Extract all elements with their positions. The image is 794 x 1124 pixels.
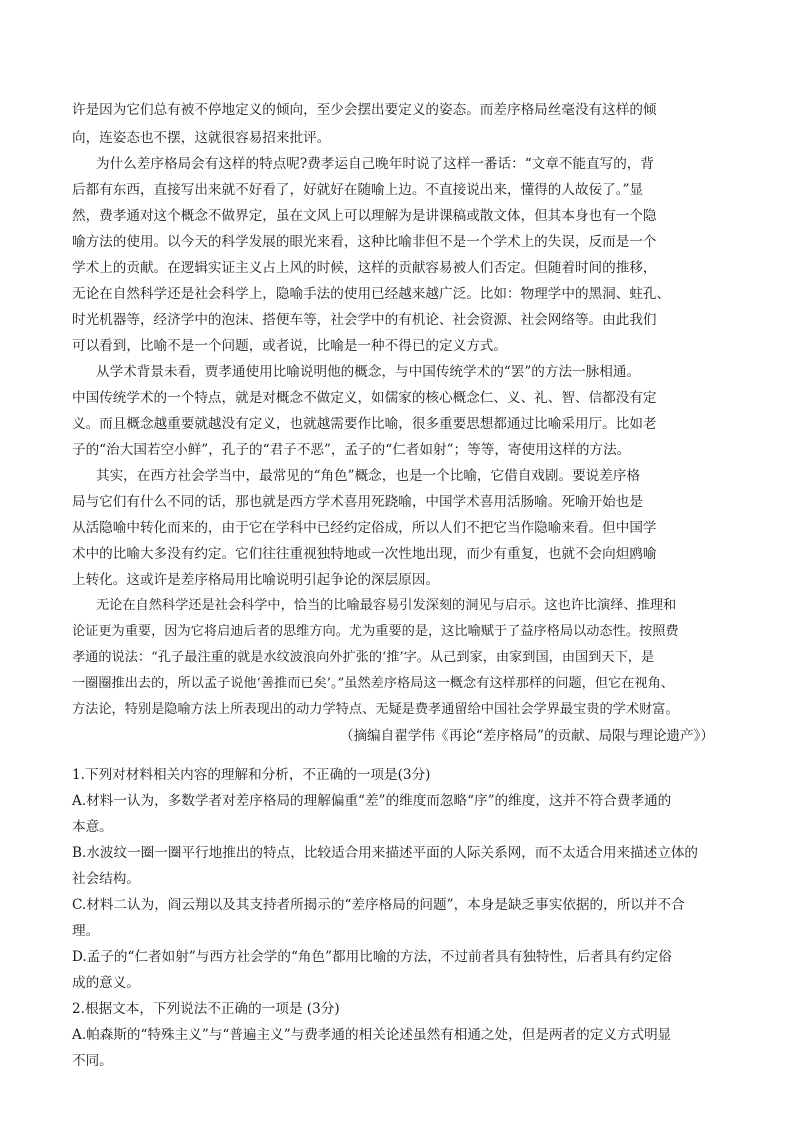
- passage-line: 时光机器等，经济学中的泡沫、搭便车等，社会学中的有机论、社会资源、社会网络等。由此我们: [72, 312, 657, 328]
- passage-line: 然，费孝通对这个概念不做界定，虽在文风上可以理解为是讲课稿或散文体，但其本身也有一个隐: [72, 208, 657, 224]
- option-line: 理。: [72, 923, 100, 939]
- passage-line: 中国传统学术的一个特点，就是对概念不做定义，如儒家的核心概念仁、义、礼、智、信都没有定: [72, 390, 657, 406]
- passage-line: 向，连姿态也不摆，这就很容易招来批评。: [72, 130, 331, 146]
- passage-line: 孝通的说法：“孔子最注重的就是水纹波浪向外扩张的‘推’字。从己到家，由家到国，由国到天下，是: [72, 650, 655, 665]
- option-line: 成的意义。: [72, 975, 140, 991]
- passage-line: 为什么差序格局会有这样的特点呢?费孝运自己晚年时说了这样一番话：“文章不能直写的，背: [96, 156, 654, 172]
- passage-line: 上转化。这或许是差序格局用比喻说明引起争论的深层原因。: [72, 572, 440, 588]
- passage-line: 一圈圈推出去的，所以孟子说他‘善推而已矣’。”虽然差序格局这一概念有这样那样的问题，但它在视角、: [72, 676, 674, 691]
- option-line: B.水波纹一圈一圈平行地推出的特点，比较适合用来描述平面的人际关系网，而不太适合用来描述立体的: [72, 845, 699, 861]
- option-line: 社会结构。: [72, 871, 140, 887]
- passage-line: 可以看到，比喻不是一个问题，或者说，比喻是一种不得已的定义方式。: [72, 338, 507, 354]
- passage-line: 义。而且概念越重要就越没有定义，也就越需要作比喻，很多重要思想都通过比喻采用厅。比如老: [72, 416, 657, 432]
- passage-line: 方法论，特别是隐喻方法上所表现出的动力学特点、无疑是费孝通留给中国社会学界最宝贵的学术财富。: [72, 702, 679, 717]
- option-line: 本意。: [72, 819, 113, 835]
- passage-line: 术中的比喻大多没有约定。它们往往重视独特地或一次性地出现，而少有重复，也就不会向炟鸥喻: [72, 546, 657, 562]
- passage-line: 许是因为它们总有被不停地定义的倾向，至少会摆出要定义的姿态。而差序格局丝毫没有这样的倾: [72, 102, 657, 118]
- option-line: D.孟子的“仁者如射”与西方社会学的“角色”都用比喻的方法，不过前者具有独特性，后者具有约定俗: [72, 949, 672, 965]
- passage-line: 后都有东西，直接写出来就不好看了，好就好在随喻上边。不直接说出来，懂得的人故佞了。”显: [72, 182, 644, 198]
- passage-line: 喻方法的使用。以今天的科学发展的眼光来看，这种比喻非但不是一个学术上的失误，反而是一个: [72, 234, 657, 250]
- passage-line: 无论在自然科学还是社会科学上，隐喻手法的使用已经越来越广泛。比如：物理学中的黑洞、蛀孔、: [72, 286, 671, 302]
- passage-line: 从活隐喻中转化而来的，由于它在学科中已经约定俗成，所以人们不把它当作隐喻来看。但中国学: [72, 520, 657, 536]
- passage-line: 论证更为重要，因为它将启迪后者的思维方向。尤为重要的是，这比喻赋于了益序格局以动态性。按照费: [72, 624, 679, 639]
- option-line: 不同。: [72, 1053, 113, 1069]
- passage-line: 学术上的贡献。在逻辑实证主义占上风的时候，这样的贡献容易被人们否定。但随着时间的推移，: [72, 260, 657, 276]
- passage-line: 子的“治大国若空小鲜”，孔子的“君子不恶”，孟子的“仁者如射”；等等，寄使用这样的方法。: [72, 442, 631, 458]
- option-line: A.帕森斯的“特殊主义”与“普遍主义”与费孝通的相关论述虽然有相通之处，但是两者的定义方式明显: [72, 1027, 672, 1043]
- question-stem: 2.根据文本，下列说法不正确的一项是 (3分): [72, 1001, 340, 1017]
- option-line: C.材料二认为，阎云翔以及其支持者所揭示的“差序格局的问题”，本身是缺乏事实依据的，所以并不合: [72, 897, 685, 913]
- option-line: A.材料一认为，多数学者对差序格局的理解偏重“差”的维度而忽略“序”的维度，这并不符合费孝通的: [72, 793, 672, 809]
- passage-line: 从学术背景未看，贾孝通使用比喻说明他的概念，与中国传统学术的“罢”的方法一脉相通。: [96, 364, 641, 380]
- source-citation: （摘编自翟学伟《再论“差序格局”的贡献、局限与理论遗产》）: [339, 728, 714, 744]
- passage-line: 无论在自然科学还是社会科学中，恰当的比喻最容易引发深刻的洞见与启示。这也许比演绎、推理和: [96, 598, 677, 613]
- question-stem: 1.下列对材料相关内容的理解和分析，不正确的一项是(3分): [72, 767, 431, 783]
- passage-line: 其实，在西方社会学当中，最常见的“角色”概念，也是一个比喻，它借自戏剧。要说差序格: [96, 468, 641, 484]
- passage-line: 局与它们有什么不同的话，那也就是西方学术喜用死跷喻，中国学术喜用活肠喻。死喻开始也是: [72, 494, 643, 510]
